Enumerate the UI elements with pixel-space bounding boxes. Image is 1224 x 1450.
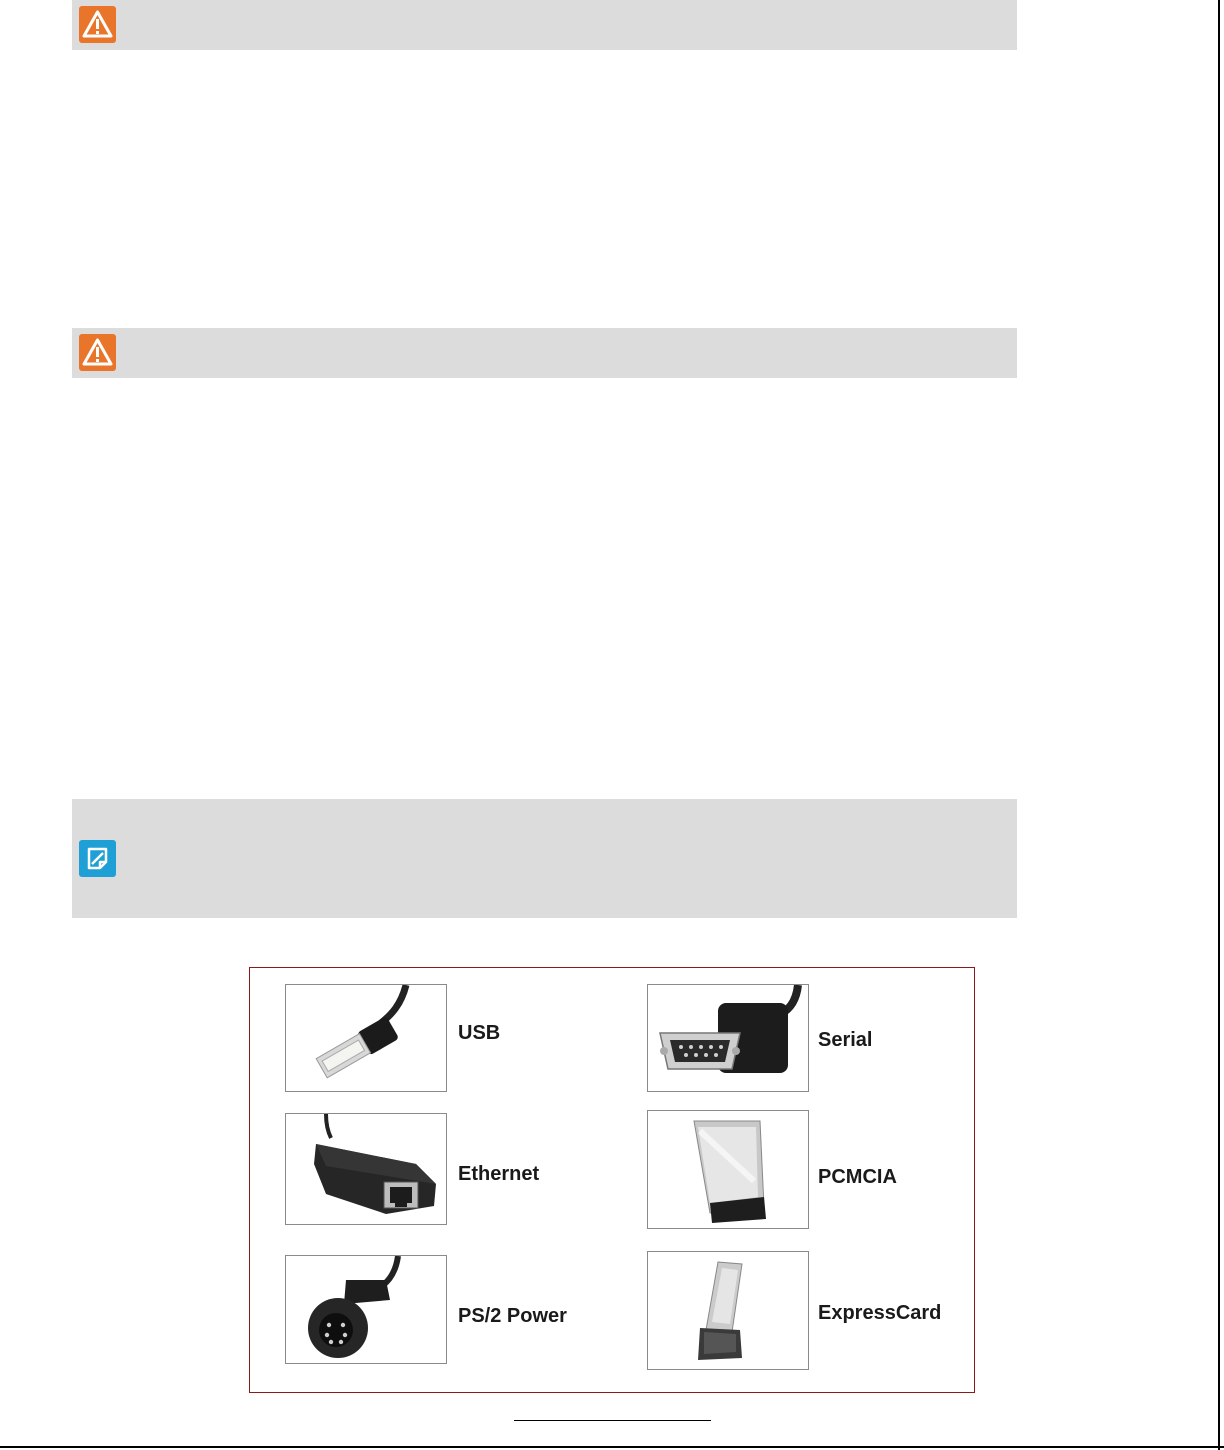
connector-label: USB [458, 1022, 501, 1044]
ps2-connector-icon [285, 1255, 447, 1364]
connector-label: PS/2 Power [458, 1305, 567, 1327]
page-bottom-border [0, 1446, 1224, 1448]
connector-label: ExpressCard [818, 1302, 942, 1324]
page-right-border [1218, 0, 1220, 1450]
usb-connector-icon [285, 984, 447, 1092]
caption-underline [514, 1420, 711, 1421]
connector-label: Ethernet [458, 1163, 540, 1185]
connector-label: Serial [818, 1029, 873, 1051]
ethernet-adapter-icon [285, 1113, 447, 1225]
warning-triangle-icon [79, 6, 116, 43]
note-pencil-icon [79, 840, 116, 877]
warning-callout [72, 0, 1017, 50]
warning-callout [72, 328, 1017, 378]
expresscard-icon [647, 1251, 809, 1370]
serial-connector-icon [647, 984, 809, 1092]
pcmcia-card-icon [647, 1110, 809, 1229]
warning-triangle-icon [79, 334, 116, 371]
note-callout [72, 799, 1017, 918]
connector-types-figure [249, 967, 975, 1393]
connector-label: PCMCIA [818, 1166, 897, 1188]
